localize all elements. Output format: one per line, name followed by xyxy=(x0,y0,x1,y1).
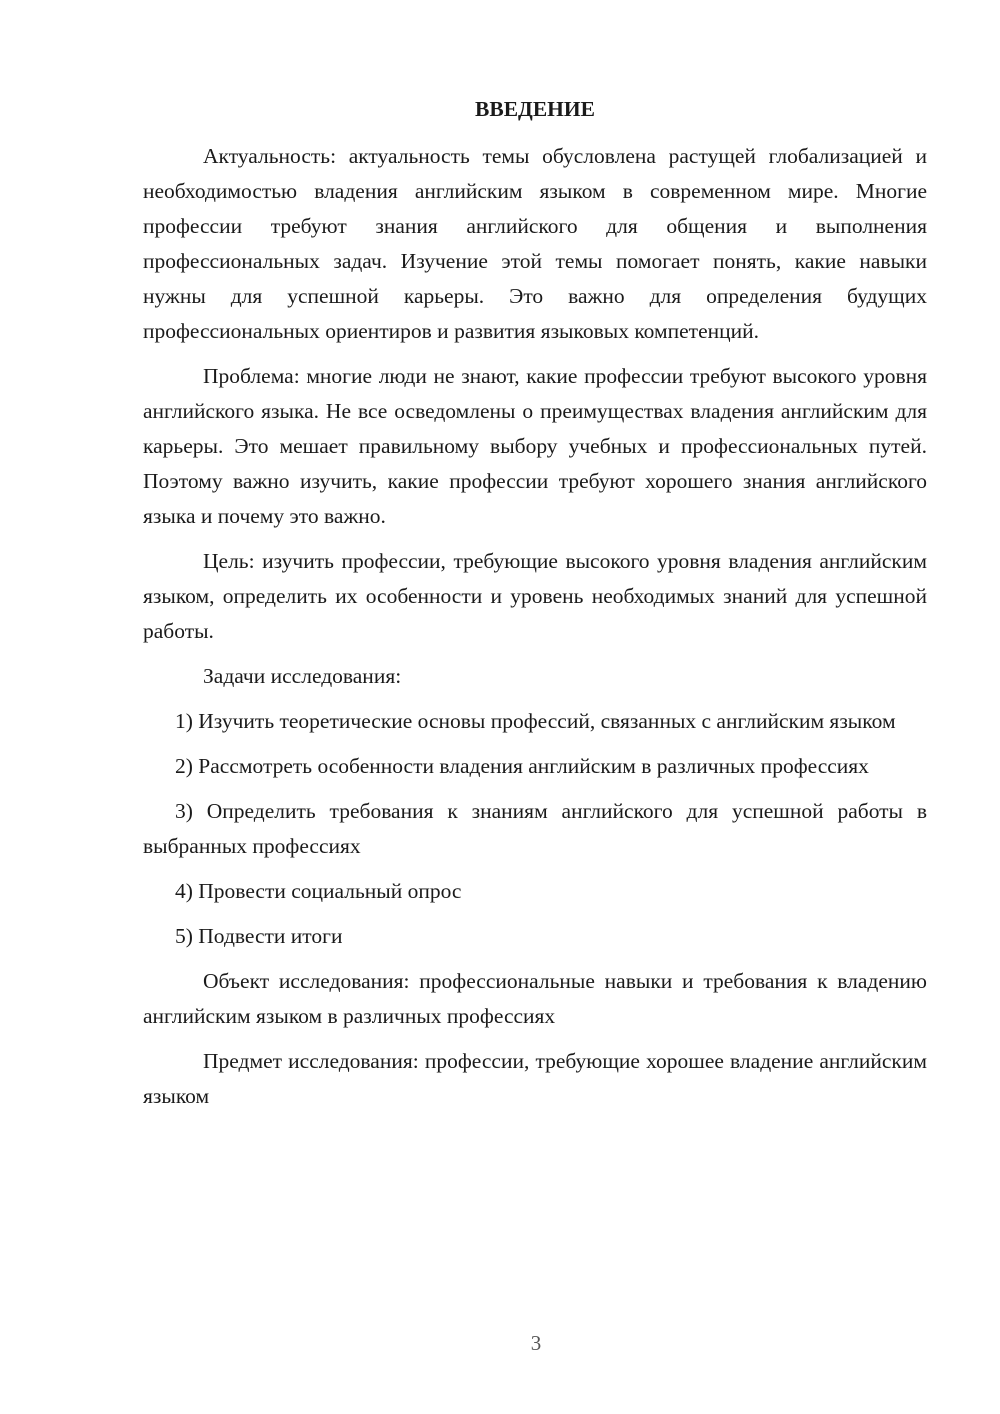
list-item: 2) Рассмотреть особенности владения английским в различных профессиях xyxy=(175,754,869,778)
tasks-list xyxy=(143,704,927,954)
object-paragraph: Объект исследования: профессиональные навыки и требования к владению английским языком в различных профессиях xyxy=(143,969,927,1028)
list-item: 1) Изучить теоретические основы профессий, связанных с английским языком xyxy=(175,709,896,733)
page-title: ВВЕДЕНИЕ xyxy=(475,97,595,121)
page-number: 3 xyxy=(530,1331,542,1355)
list-item: 4) Провести социальный опрос xyxy=(175,879,462,903)
list-item: 5) Подвести итоги xyxy=(175,924,343,948)
tasks-heading: Задачи исследования: xyxy=(203,664,402,688)
relevance-paragraph: Актуальность: актуальность темы обусловлена растущей глобализацией и необходимостью владения английским языком в современном мире. Многие профессии требуют знания английского для общения и выполнения профессиональных задач. Изучение этой темы помогает понять, какие навыки нужны для успешной карьеры. Это важно для определения будущих профессиональных ориентиров и развития языковых компетенций. xyxy=(143,144,927,343)
subject-paragraph: Предмет исследования: профессии, требующие хорошее владение английским языком xyxy=(143,1049,927,1108)
document-page xyxy=(143,92,927,1124)
list-item: 3) Определить требования к знаниям английского для успешной работы в выбранных профессиях xyxy=(143,799,927,858)
goal-paragraph: Цель: изучить профессии, требующие высокого уровня владения английским языком, определить их особенности и уровень необходимых знаний для успешной работы. xyxy=(143,549,927,643)
problem-paragraph: Проблема: многие люди не знают, какие профессии требуют высокого уровня английского языка. Не все осведомлены о преимуществах владения английским для карьеры. Это мешает правильному выбору учебных и профессиональных путей. Поэтому важно изучить, какие профессии требуют хорошего знания английского языка и почему это важно. xyxy=(143,364,927,528)
